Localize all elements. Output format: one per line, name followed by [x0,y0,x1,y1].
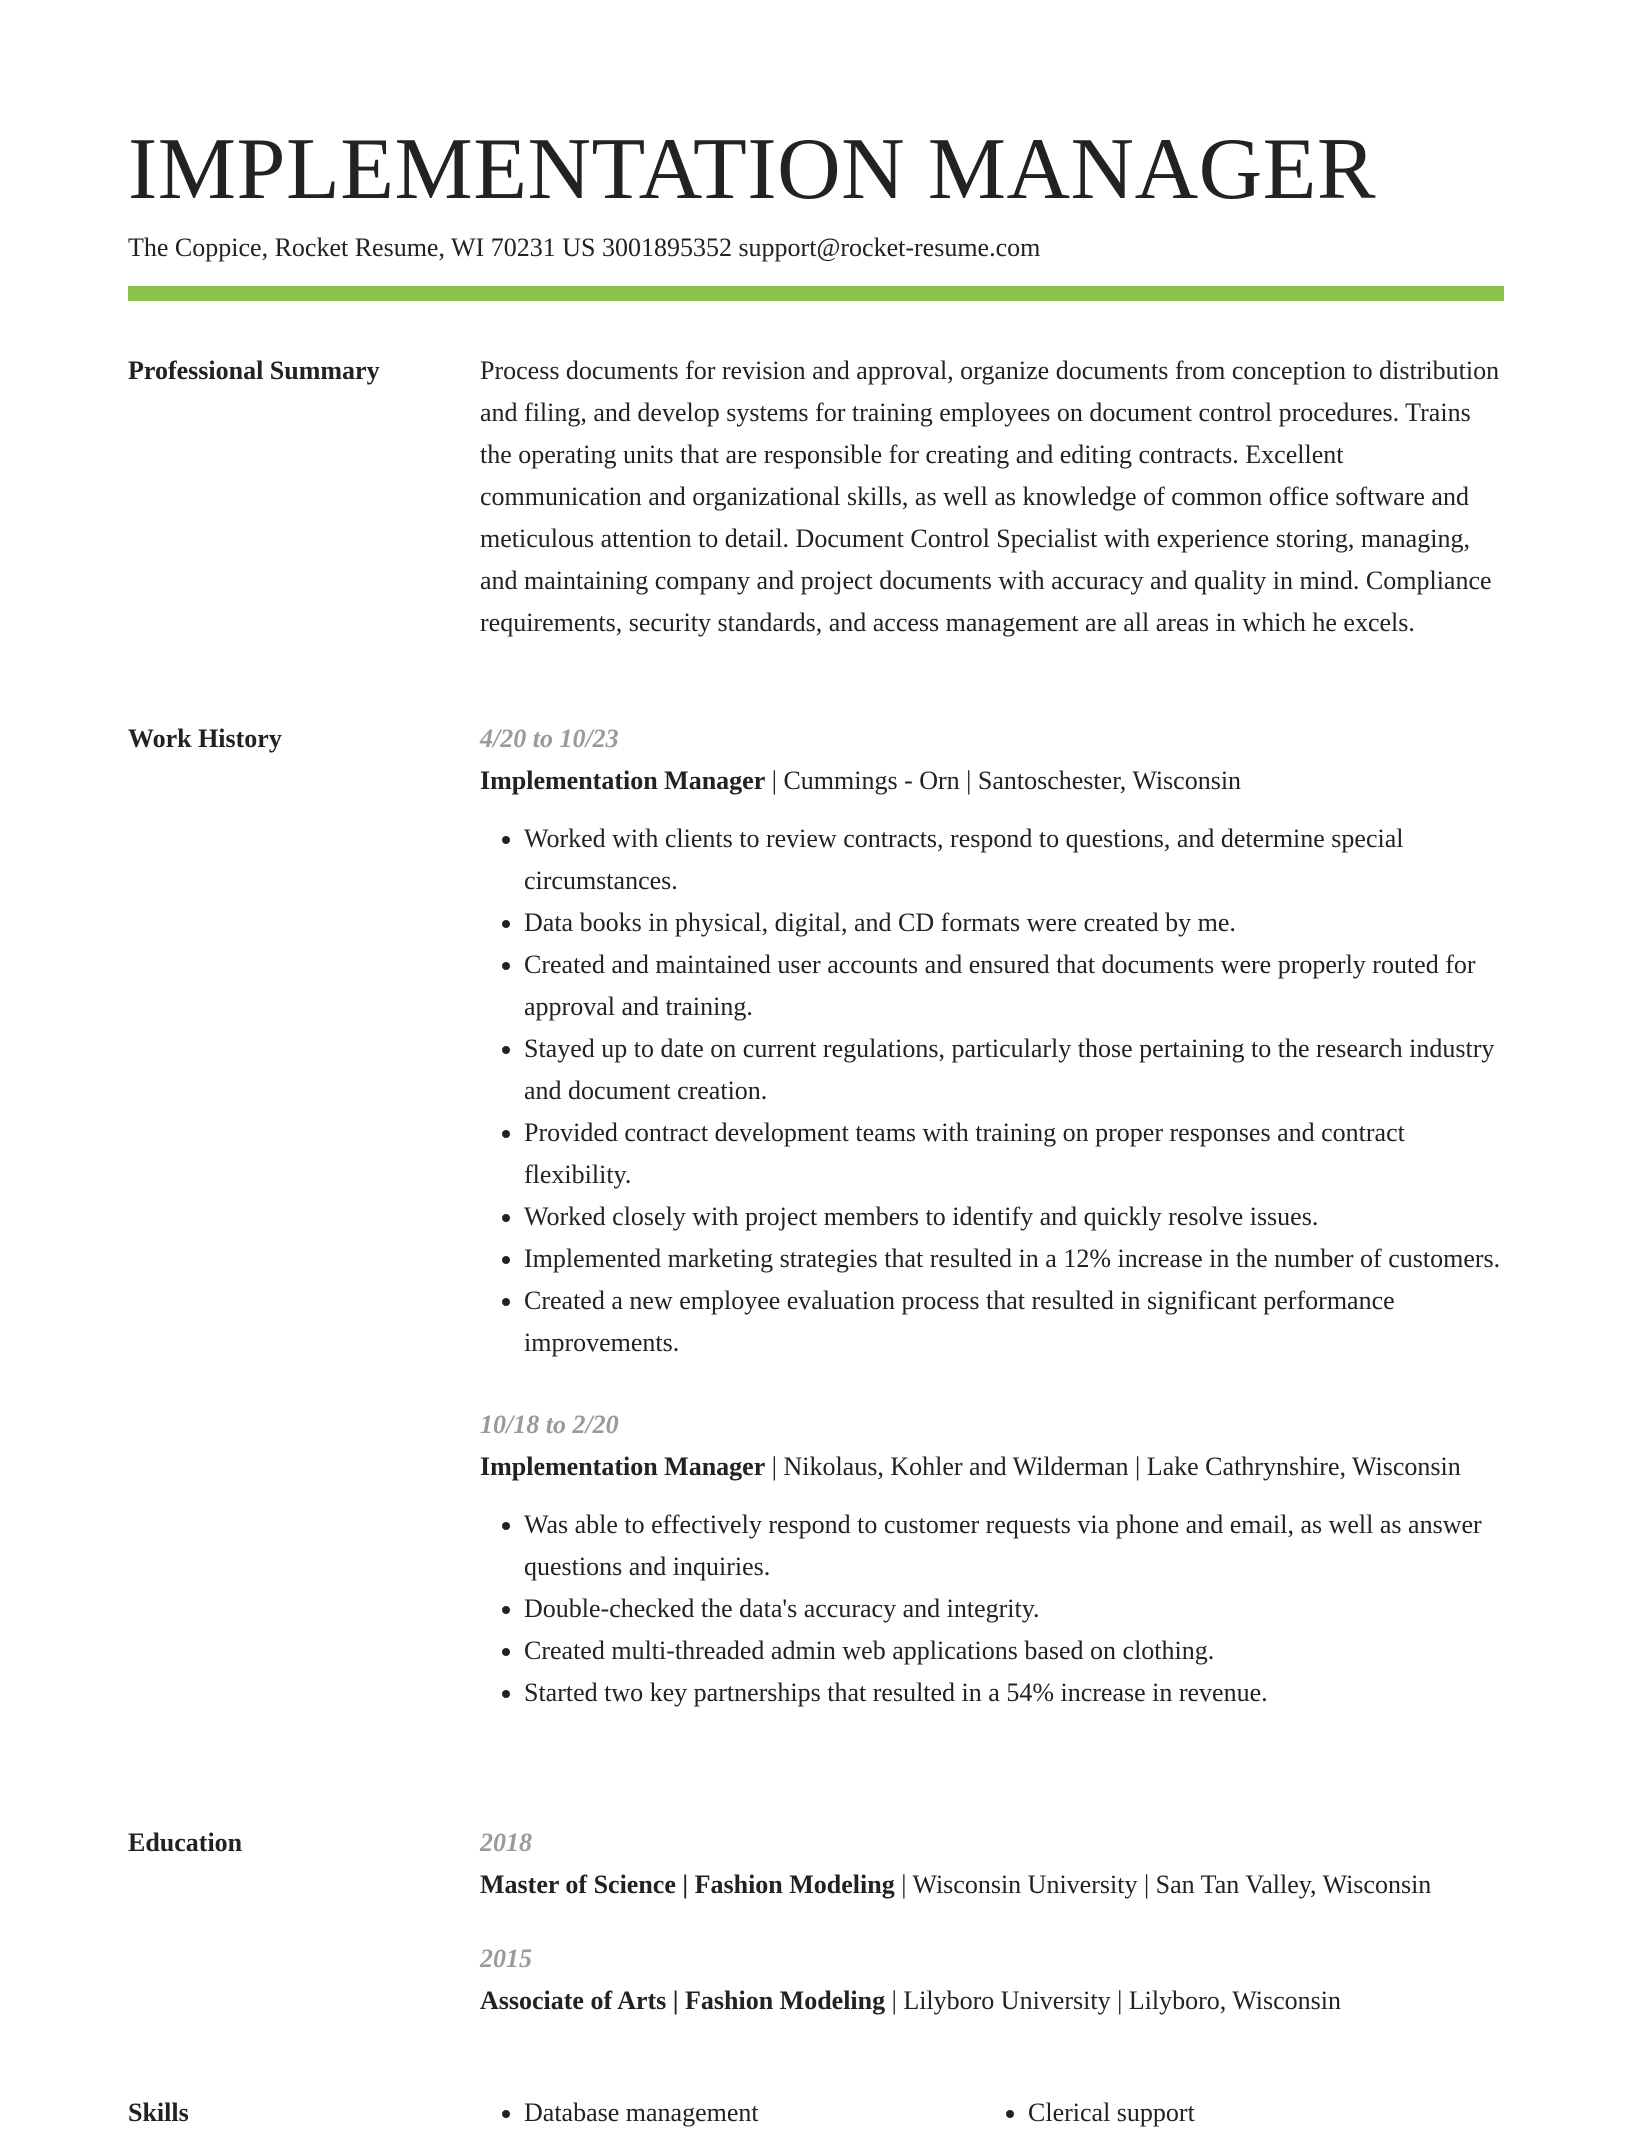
work-history-heading: Work History [128,724,282,753]
job-entry [480,718,1506,1364]
job-entry [480,1404,1506,1714]
job-role: Implementation Manager [480,1452,766,1481]
resume-name: IMPLEMENTATION MANAGER [128,121,1377,218]
education-line [480,1864,1506,1906]
job-bullet: • Stayed up to date on current regulations, particularly those pertaining to the research industry and document creation. [524,1028,1506,1112]
education-degree: Master of Science | Fashion Modeling [480,1870,895,1899]
job-title-line [480,1446,1506,1488]
education-degree: Associate of Arts | Fashion Modeling [480,1986,886,2015]
job-dates: 10/18 to 2/20 [480,1410,619,1439]
skill-item: • Clerical support [1028,2092,1488,2134]
education-body [480,1822,1506,2062]
job-details: | Cummings - Orn | Santoschester, Wisconsin [765,766,1242,795]
education-entry [480,1938,1506,2022]
job-bullets [480,1504,1506,1714]
job-title-line [480,760,1506,802]
education-entry [480,1822,1506,1906]
education-year: 2018 [480,1828,532,1857]
job-bullet: • Data books in physical, digital, and CD formats were created by me. [524,902,1506,944]
work-history-body [480,718,1506,1754]
education-line [480,1980,1506,2022]
job-bullet: • Created a new employee evaluation process that resulted in significant performance improvements. [524,1280,1506,1364]
skills-column [480,2092,984,2134]
job-bullet: • Double-checked the data's accuracy and integrity. [524,1588,1506,1630]
job-bullet: • Provided contract development teams with training on proper responses and contract flexibility. [524,1112,1506,1196]
education-year: 2015 [480,1944,532,1973]
job-bullet: • Started two key partnerships that resulted in a 54% increase in revenue. [524,1672,1506,1714]
skills-column [984,2092,1488,2134]
job-bullet: • Worked closely with project members to identify and quickly resolve issues. [524,1196,1506,1238]
skills-list [480,2092,1506,2134]
education-details: | Wisconsin University | San Tan Valley, Wisconsin [894,1870,1432,1899]
summary-body [480,350,1506,644]
job-bullet: • Created and maintained user accounts and ensured that documents were properly routed for approval and training. [524,944,1506,1028]
job-bullet: • Implemented marketing strategies that resulted in a 12% increase in the number of customers. [524,1238,1506,1280]
contact-line: The Coppice, Rocket Resume, WI 70231 US 3001895352 support@rocket-resume.com [128,233,1041,262]
job-bullet: • Was able to effectively respond to customer requests via phone and email, as well as answer questions and inquiries. [524,1504,1506,1588]
job-role: Implementation Manager [480,766,766,795]
job-bullet: • Worked with clients to review contracts, respond to questions, and determine special circumstances. [524,818,1506,902]
education-details: | Lilyboro University | Lilyboro, Wisconsin [885,1986,1342,2015]
summary-heading: Professional Summary [128,356,380,385]
job-dates: 4/20 to 10/23 [480,724,619,753]
job-bullets [480,818,1506,1364]
skill-item: • Database management [524,2092,984,2134]
job-bullet: • Created multi-threaded admin web applications based on clothing. [524,1630,1506,1672]
summary-text: Process documents for revision and approval, organize documents from conception to distribution and filing, and develop systems for training employees on document control procedures. Trains the operating units that are responsible for creating and editing contracts. Excellent communication and organizational skills, as well as knowledge of common office software and meticulous attention to detail. Document Control Specialist with experience storing, managing, and maintaining company and project documents with accuracy and quality in mind. Compliance requirements, security standards, and access management are all areas in which he excels. [480,356,1500,637]
job-details: | Nikolaus, Kohler and Wilderman | Lake Cathrynshire, Wisconsin [765,1452,1461,1481]
skills-heading: Skills [128,2098,189,2127]
accent-divider [128,286,1504,301]
education-heading: Education [128,1828,243,1857]
